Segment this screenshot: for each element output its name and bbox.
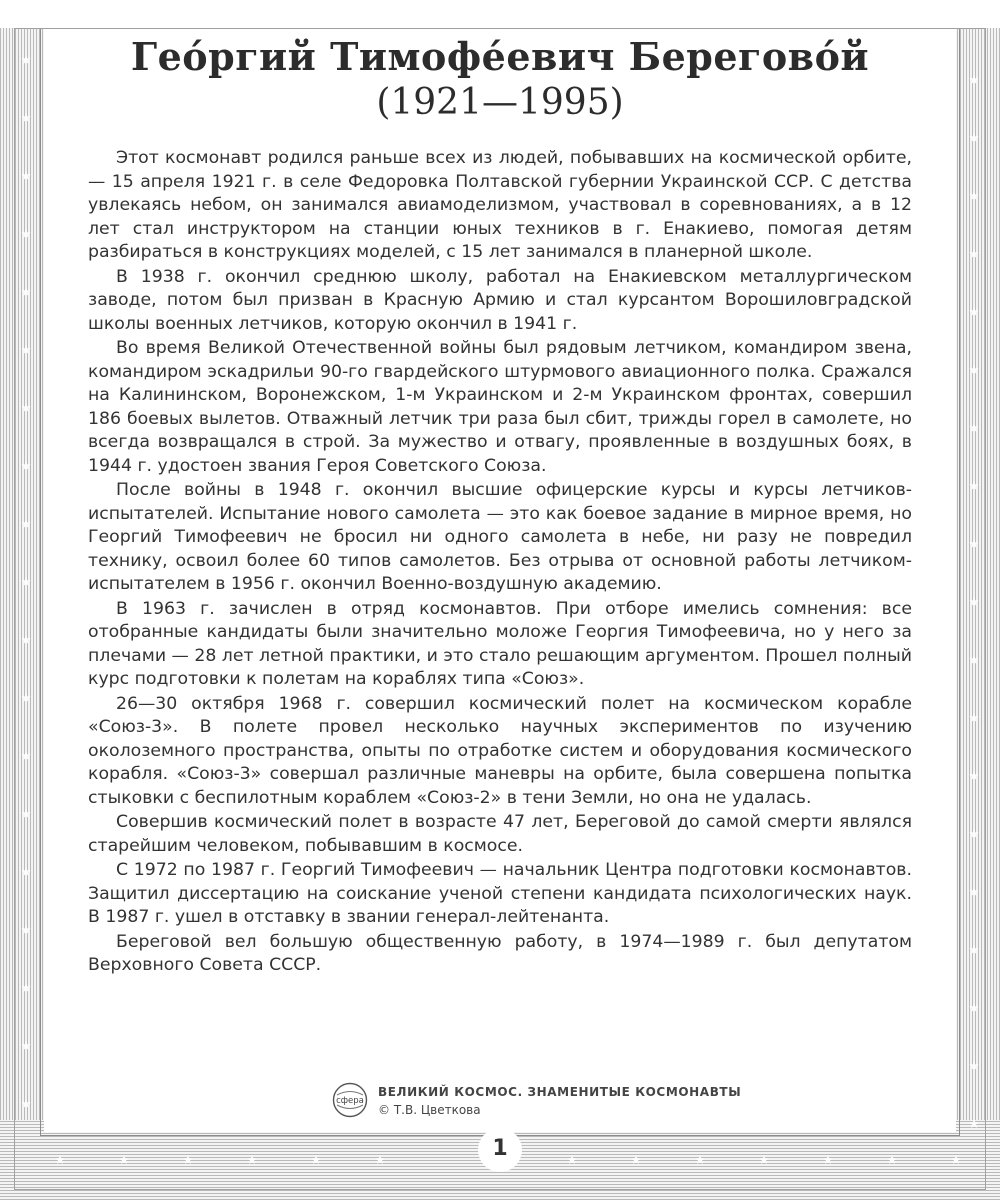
border-star (969, 829, 979, 838)
paragraph: Во время Великой Отечественной войны был рядовым летчиком, командиром звена, командиром эскадрильи 90-го гвардейского штурмового авиационного полка. Сражался на Калининском, Воронежском, 1-м Украинском и 2-м Украинском фронтах, совершил 186 боевых вылетов. Отважный летчик три раза был сбит, трижды горел в самолете, но всегда возвращался в строй. За мужество и отвагу, проявленные в воздушных боях, в 1944 г. удостоен звания Героя Советского Союза. (88, 338, 912, 476)
border-star (969, 365, 979, 374)
border-star (21, 1099, 31, 1108)
border-star (21, 345, 31, 354)
border-star (969, 887, 979, 896)
border-star (695, 1155, 705, 1164)
paragraph: Береговой вел большую общественную работу, в 1974—1989 г. был депутатом Верховного Совета СССР. (88, 931, 912, 975)
border-star (21, 867, 31, 876)
border-star (759, 1155, 769, 1164)
border-star (969, 481, 979, 490)
life-years: (1921—1995) (376, 82, 624, 123)
border-star (21, 983, 31, 992)
border-star (567, 1155, 577, 1164)
border-star (21, 577, 31, 586)
border-star (21, 809, 31, 818)
border-star (969, 133, 979, 142)
paragraph: С 1972 по 1987 г. Георгий Тимофеевич — начальник Центра подготовки космонавтов. Защитил диссертацию на соискание ученой степени кандидата психологических наук. В 1987 г. ушел в отставку в звании генерал-лейтенанта. (88, 860, 912, 927)
border-star (375, 1155, 385, 1164)
copyright-author: © Т.В. Цветкова (378, 1103, 481, 1117)
border-star (969, 655, 979, 664)
border-star (631, 1155, 641, 1164)
border-star (247, 1155, 257, 1164)
paragraph: 26—30 октября 1968 г. совершил космический полет на космическом корабле «Союз-3». В полете провел несколько научных экспериментов по изучению околоземного пространства, опыты по отработке систем и оборудования космического корабля. «Союз-3» совершал различные маневры на орбите, была совершена попытка стыковки с беспилотным кораблем «Союз-2» в тени Земли, но она не удалась. (88, 693, 912, 808)
border-star (21, 925, 31, 934)
border-star (951, 1155, 961, 1164)
publisher-logo-icon (332, 1082, 368, 1118)
border-star (969, 1003, 979, 1012)
border-star (21, 519, 31, 528)
border-star (969, 191, 979, 200)
border-star (969, 1119, 979, 1128)
border-star (969, 423, 979, 432)
border-star (21, 171, 31, 180)
border-star (969, 307, 979, 316)
border-star (21, 229, 31, 238)
border-star (969, 945, 979, 954)
border-star (823, 1155, 833, 1164)
border-star (21, 113, 31, 122)
border-star (21, 751, 31, 760)
border-star (21, 55, 31, 64)
border-star (21, 403, 31, 412)
border-star (969, 1061, 979, 1070)
border-star (969, 75, 979, 84)
paragraph: Совершив космический полет в возрасте 47 лет, Береговой до самой смерти являлся старейшим человеком, побывавшим в космосе. (88, 812, 912, 856)
page-number: 1 (492, 1136, 508, 1161)
border-star (969, 771, 979, 780)
paragraph: После войны в 1948 г. окончил высшие офицерские курсы и курсы летчиков-испытателей. Испытание нового самолета — это как боевое задание в мирное время, но Георгий Тимофеевич не бросил ни одного самолета в небе, ни разу не повредил технику, освоил более 60 типов самолетов. Без отрыва от основной работы летчиком-испытателем в 1956 г. окончил Военно-воздушную академию. (88, 480, 912, 594)
border-star (21, 1041, 31, 1050)
border-star (21, 693, 31, 702)
border-star (119, 1155, 129, 1164)
border-star (887, 1155, 897, 1164)
border-star (969, 249, 979, 258)
border-star (55, 1155, 65, 1164)
border-star (969, 539, 979, 548)
article-body (88, 147, 912, 979)
page-title: Гео́ргий Тимофе́евич Берегово́й (130, 34, 870, 79)
border-star (21, 461, 31, 470)
border-star (21, 635, 31, 644)
border-star (969, 597, 979, 606)
book-series-title: ВЕЛИКИЙ КОСМОС. ЗНАМЕНИТЫЕ КОСМОНАВТЫ (378, 1085, 742, 1099)
paragraph: В 1963 г. зачислен в отряд космонавтов. При отборе имелись сомнения: все отобранные кандидаты были значительно моложе Георгия Тимофеевича, но у него за плечами — 28 лет летной практики, и это стало решающим аргументом. Прошел полный курс подготовки к полетам на кораблях типа «Союз». (88, 598, 912, 689)
paragraph: В 1938 г. окончил среднюю школу, работал на Енакиевском металлургическом заводе, потом был призван в Красную Армию и стал курсантом Ворошиловградской школы военных летчиков, которую окончил в 1941 г. (88, 266, 912, 334)
border-star (311, 1155, 321, 1164)
border-star (183, 1155, 193, 1164)
border-star (21, 287, 31, 296)
paragraph: Этот космонавт родился раньше всех из людей, побывавших на космической орбите, — 15 апреля 1921 г. в селе Федоровка Полтавской губернии Украинской ССР. С детства увлекаясь небом, он занимался авиамоделизмом, участвовал в соревнованиях, а в 12 лет стал инструктором на станции юных техников в г. Енакиево, помогая детям разбираться в конструкциях моделей, с 15 лет занимался в планерной школе. (88, 148, 912, 262)
publisher-logo-text: сфера (336, 1096, 364, 1106)
border-star (969, 713, 979, 722)
